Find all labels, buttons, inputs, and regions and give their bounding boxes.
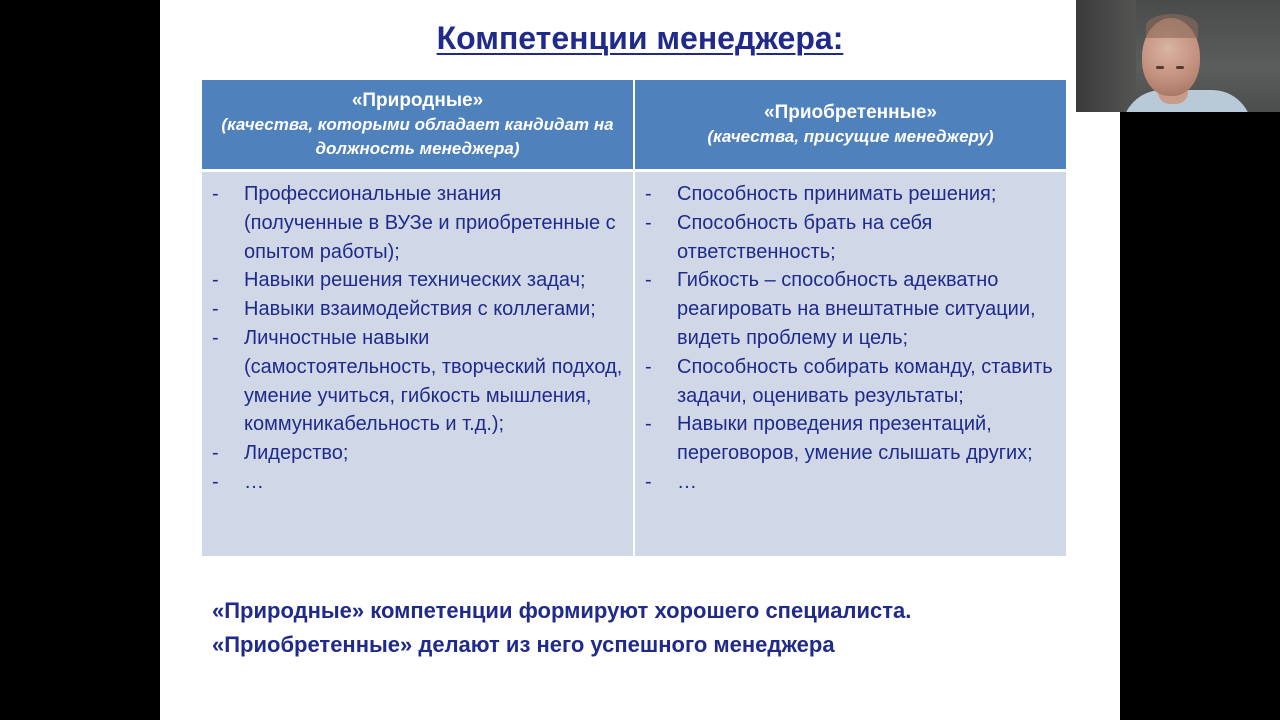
header-natural-subtitle: (качества, которыми обладает кандидат на должность менеджера) bbox=[221, 115, 614, 158]
list-item bbox=[645, 353, 1058, 411]
header-natural bbox=[202, 80, 634, 171]
list-item bbox=[645, 209, 1058, 267]
bullet-dash: - bbox=[645, 269, 652, 292]
presenter-eye bbox=[1176, 66, 1184, 69]
slide-title: Компетенции менеджера: bbox=[436, 20, 844, 56]
list-item-text: … bbox=[244, 470, 264, 493]
competencies-table bbox=[202, 80, 1066, 556]
list-item-text: Способность собирать команду, ставить задачи, оценивать результаты; bbox=[677, 355, 1053, 407]
list-item bbox=[645, 468, 1058, 497]
webcam-background-shelf bbox=[1076, 0, 1136, 112]
bullet-dash: - bbox=[645, 183, 652, 205]
list-item bbox=[645, 266, 1058, 352]
presenter-hair bbox=[1146, 14, 1198, 38]
conclusion-line-1: «Природные» компетенции формируют хорошего специалиста. bbox=[212, 598, 912, 623]
list-item-text: Профессиональные знания (полученные в ВУЗе и приобретенные с опытом работы); bbox=[244, 183, 616, 263]
header-acquired-subtitle: (качества, присущие менеджеру) bbox=[707, 127, 994, 146]
presenter-eye bbox=[1156, 66, 1164, 69]
natural-list bbox=[212, 180, 625, 497]
list-item-text: Гибкость – способность адекватно реагировать на внештатные ситуации, видеть проблему и цель; bbox=[677, 269, 1036, 349]
bullet-dash: - bbox=[212, 442, 219, 465]
bullet-dash: - bbox=[645, 211, 652, 234]
list-item bbox=[212, 324, 625, 439]
conclusion-line-2: «Приобретенные» делают из него успешного менеджера bbox=[212, 632, 835, 657]
list-item bbox=[212, 180, 625, 266]
bullet-dash: - bbox=[212, 326, 219, 349]
presenter-webcam bbox=[1076, 0, 1280, 112]
presentation-slide bbox=[160, 0, 1120, 720]
list-item-text: Навыки решения технических задач; bbox=[244, 269, 586, 292]
cell-acquired bbox=[634, 171, 1066, 557]
header-acquired bbox=[634, 80, 1066, 171]
list-item-text: Лидерство; bbox=[244, 442, 349, 465]
conclusion-text bbox=[212, 594, 1092, 662]
cell-natural bbox=[202, 171, 634, 557]
list-item-text: … bbox=[677, 470, 697, 493]
list-item bbox=[645, 180, 1058, 209]
bullet-dash: - bbox=[212, 470, 219, 493]
list-item bbox=[212, 266, 625, 295]
bullet-dash: - bbox=[645, 355, 652, 378]
list-item bbox=[212, 468, 625, 497]
list-item-text: Навыки проведения презентаций, переговоров, умение слышать других; bbox=[677, 413, 1033, 465]
list-item-text: Способность принимать решения; bbox=[677, 183, 997, 205]
list-item-text: Навыки взаимодействия с коллегами; bbox=[244, 298, 596, 321]
table-body-row bbox=[202, 171, 1066, 557]
bullet-dash: - bbox=[645, 470, 652, 493]
list-item bbox=[212, 439, 625, 468]
acquired-list bbox=[645, 180, 1058, 497]
header-acquired-title: «Приобретенные» bbox=[764, 102, 937, 123]
list-item bbox=[645, 410, 1058, 468]
list-item-text: Способность брать на себя ответственность; bbox=[677, 211, 933, 263]
list-item bbox=[212, 295, 625, 324]
header-natural-title: «Природные» bbox=[351, 90, 484, 111]
bullet-dash: - bbox=[212, 269, 219, 292]
bullet-dash: - bbox=[212, 298, 219, 321]
bullet-dash: - bbox=[645, 413, 652, 436]
bullet-dash: - bbox=[212, 183, 219, 205]
list-item-text: Личностные навыки (самостоятельность, творческий подход, умение учиться, гибкость мышления, коммуникабельность и т.д.); bbox=[244, 326, 623, 436]
table-header-row bbox=[202, 80, 1066, 171]
